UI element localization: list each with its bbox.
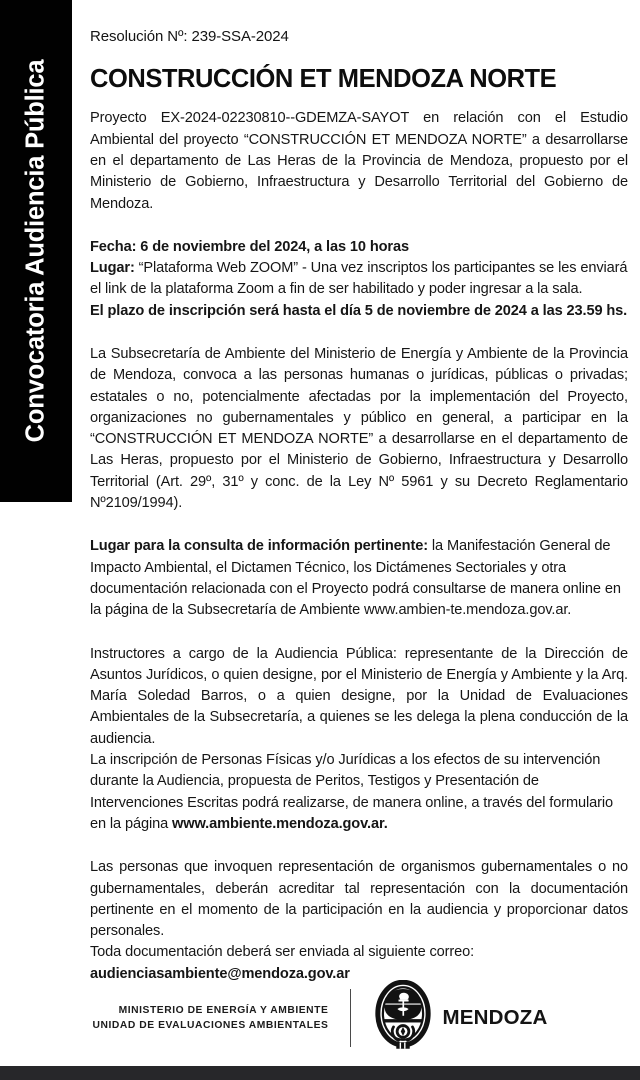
footer [0,970,640,1066]
vertical-banner-label: Convocatoria Audiencia Pública [21,59,50,443]
footer-inner [93,980,548,1056]
convocatoria-paragraph: La Subsecretaría de Ambiente del Ministerio de Energía y Ambiente de la Provincia de Mendoza, convoca a las personas humanas o jurídicas, públicas o privadas; estatales o no, potencialmente afectadas por la implementación del Proyecto, organizaciones no gubernamentales y público en general, a participar en la “CONSTRUCCIÓN ET MENDOZA NORTE” a desarrollarse en el departamento de Las Heras, propuesto por el Ministerio de Gobierno, Infraestructura y Desarrollo Territorial (Art. 29º, 31º y conc. de la Ley Nº 5961 y su Decreto Reglamentario Nº2109/1994). [90,345,628,512]
plazo-text: El plazo de inscripción será hasta el día 5 de noviembre de 2024 a las 23.59 hs. [90,302,628,319]
mendoza-coat-of-arms-icon [375,980,431,1056]
fecha-value: 6 de noviembre del 2024, a las 10 horas [140,238,409,255]
document-body [90,0,628,1080]
inscripcion-paragraph [90,750,628,835]
consulta-paragraph [90,536,628,621]
lugar-value: “Plataforma Web ZOOM” - Una vez inscriptos los participantes se les enviará el link de la plataforma Zoom a fin de ser habilitado y poder ingresar a la sala. [90,260,628,298]
brand-block [351,980,547,1056]
vertical-banner [0,0,72,502]
resolution-number: Resolución Nº: 239-SSA-2024 [90,28,289,45]
consulta-label: Lugar para la consulta de información pertinente: [90,538,428,555]
correo-email[interactable]: audienciasambiente@mendoza.gov.ar [90,965,350,982]
representacion-paragraph: Las personas que invoquen representación de organismos gubernamentales o no gubernamentales, deberán acreditar tal representación con la documentación pertinente en el momento de la participación en la audiencia y proporcionar datos personales. [90,859,628,940]
inscripcion-url[interactable]: www.ambiente.mendoza.gov.ar. [172,815,388,832]
plazo-line [90,301,628,322]
ministry-block [93,1003,351,1033]
inscripcion-text: La inscripción de Personas Físicas y/o Jurídicas a los efectos de su intervención durante la Audiencia, propuesta de Peritos, Testigos y Presentación de Intervenciones Escritas podrá realizarse, de manera online, a través del formulario en la página [90,752,613,832]
lugar-line [90,258,628,301]
instructores-paragraph: Instructores a cargo de la Audiencia Pública: representante de la Dirección de Asuntos Jurídicos, o quien designe, por el Ministerio de Energía y Ambiente y la Arq. María Soledad Barros, o a quien designe, por la Unidad de Evaluaciones Ambientales de la Subsecretaría, a quienes se les delega la plena conducción de la audiencia. [90,645,628,747]
page-title: CONSTRUCCIÓN ET MENDOZA NORTE [90,65,557,93]
ministry-line-1: MINISTERIO DE ENERGÍA Y AMBIENTE [118,1005,329,1016]
correo-intro: Toda documentación deberá ser enviada al siguiente correo: [90,944,475,961]
consulta-text: la Manifestación General de Impacto Ambiental, el Dictamen Técnico, los Dictámenes Sectoriales y otra documentación relacionada con el Proyecto podrá consultarse de manera online en la página de la Subsecretaría de Ambiente www.ambien-te.mendoza.gov.ar. [90,538,621,619]
fecha-line [90,237,628,258]
brand-label: MENDOZA [442,1006,548,1029]
ministry-line-2: UNIDAD DE EVALUACIONES AMBIENTALES [92,1020,329,1031]
fecha-label: Fecha: [90,238,137,255]
lugar-label: Lugar: [90,260,135,277]
bottom-bar [0,1066,640,1080]
intro-paragraph: Proyecto EX-2024-02230810--GDEMZA-SAYOT en relación con el Estudio Ambiental del proyecto “CONSTRUCCIÓN ET MENDOZA NORTE” a desarrollarse en el departamento de Las Heras de la Provincia de Mendoza, propuesto por el Ministerio de Gobierno, Infraestructura y Desarrollo Territorial del Gobierno de Mendoza. [90,110,628,212]
